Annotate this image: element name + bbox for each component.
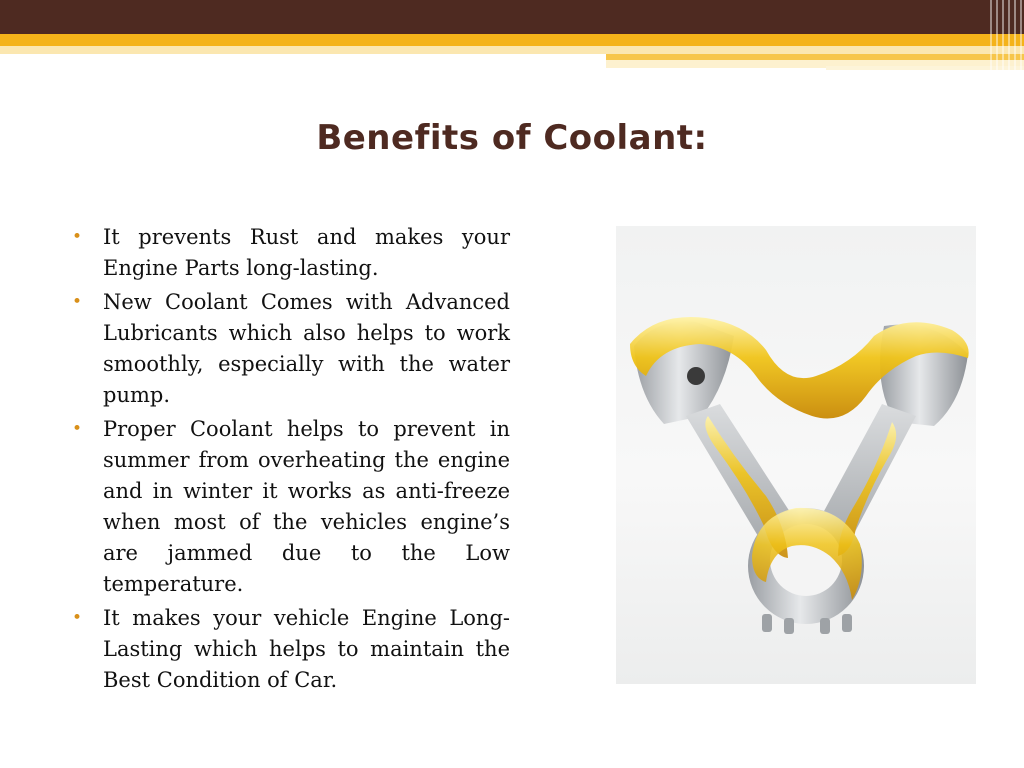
header-band-light xyxy=(0,46,1024,54)
list-item xyxy=(72,414,510,600)
list-item xyxy=(72,222,510,284)
piston-oil-icon xyxy=(616,226,976,684)
slide-title: Benefits of Coolant: xyxy=(316,118,708,158)
bullet-icon: • xyxy=(72,227,83,247)
bullet-text: New Coolant Comes with Advanced Lubricants which also helps to work smoothly, especially with the water pump. xyxy=(103,290,510,407)
list-item xyxy=(72,287,510,411)
header-stripes xyxy=(990,0,1024,70)
bullet-text: Proper Coolant helps to prevent in summer from overheating the engine and in winter it works as anti-freeze when most of the vehicles engine’s are jammed due to the Low temperature. xyxy=(103,417,510,596)
bullet-list xyxy=(72,222,510,699)
header-band-dark xyxy=(0,0,1024,34)
bullet-icon: • xyxy=(72,608,83,628)
bullet-text: It makes your vehicle Engine Long-Lasting which helps to maintain the Best Condition of Car. xyxy=(103,606,510,692)
list-item xyxy=(72,603,510,696)
bullet-icon: • xyxy=(72,292,83,312)
piston-image xyxy=(616,226,976,684)
header-band-gold xyxy=(0,34,1024,46)
bullet-text: It prevents Rust and makes your Engine Parts long-lasting. xyxy=(103,225,510,280)
bullet-icon: • xyxy=(72,419,83,439)
